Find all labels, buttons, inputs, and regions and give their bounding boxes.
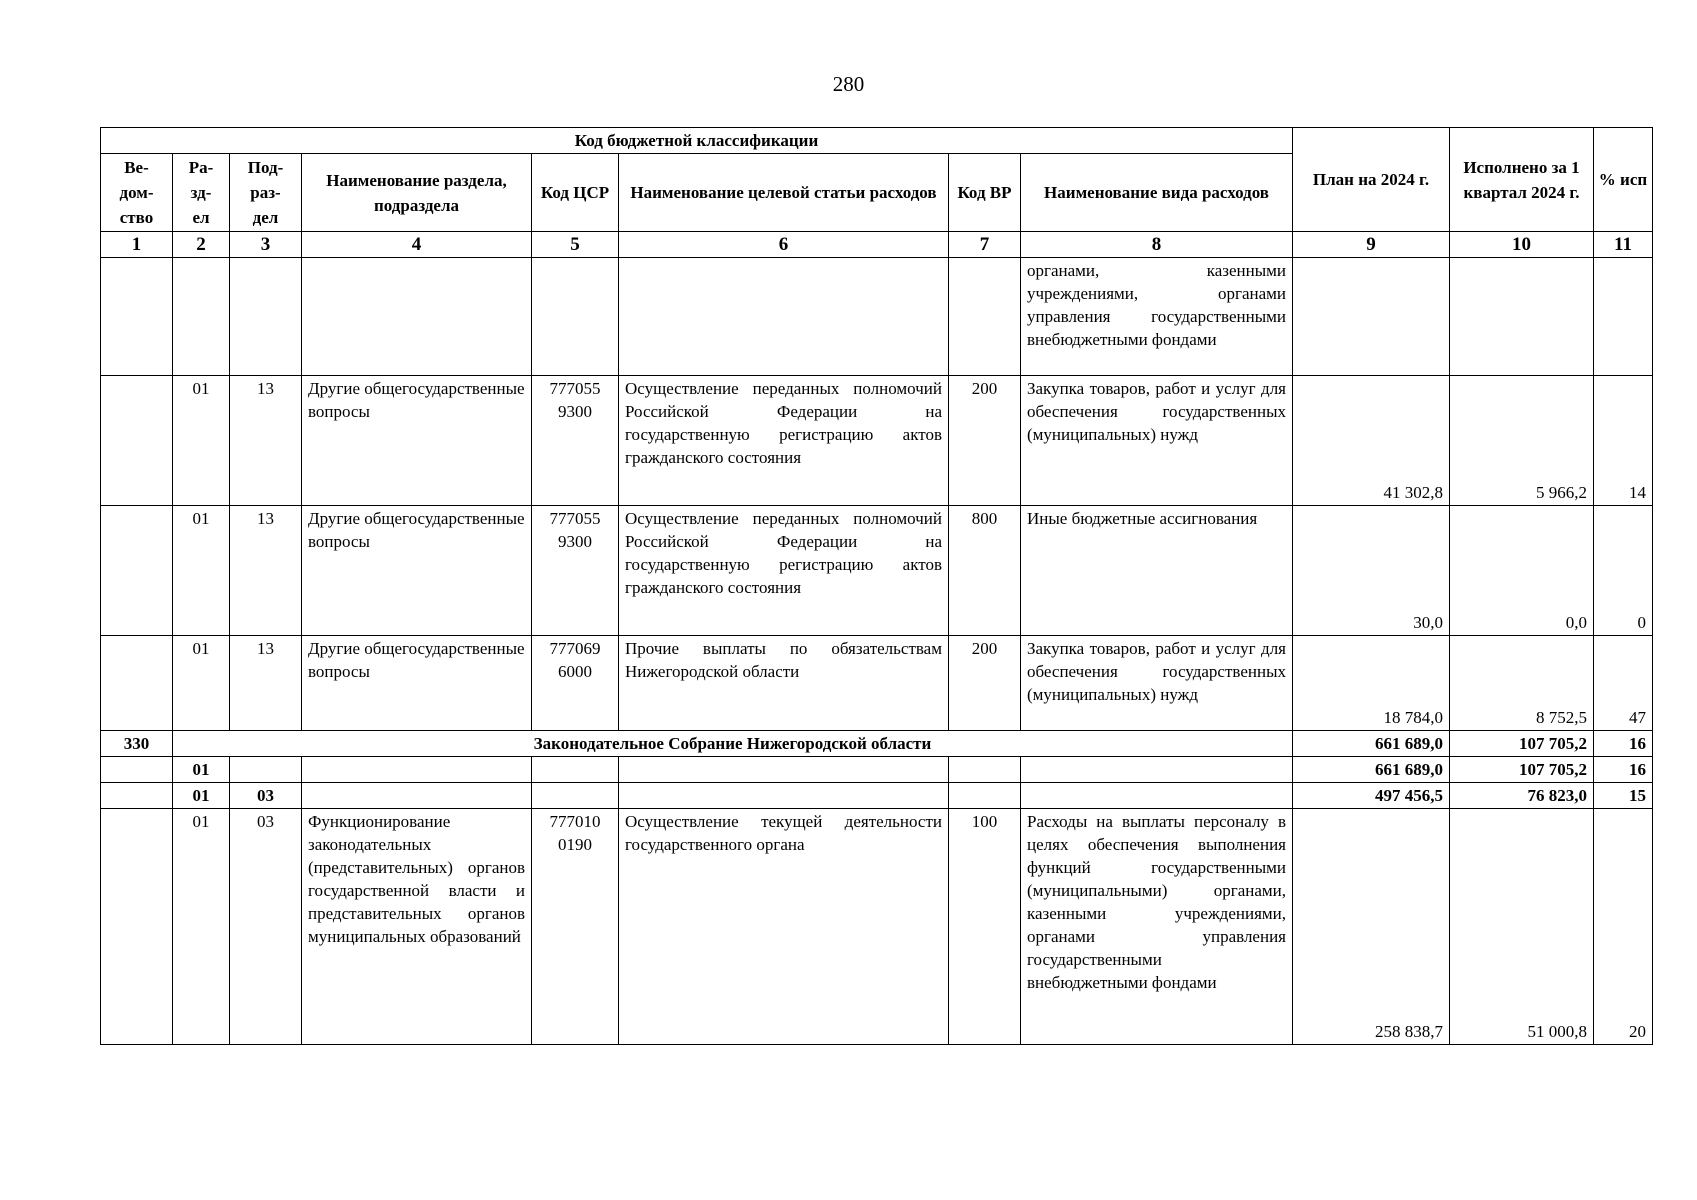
cell-plan bbox=[1293, 258, 1450, 376]
table-row bbox=[101, 258, 1653, 376]
department-title: Законодательное Собрание Нижегородской области bbox=[173, 731, 1293, 757]
cell-plan: 661 689,0 bbox=[1293, 757, 1450, 783]
cell-vr-name: органами, казенными учреждениями, органами управления государственными внебюджетными фондами bbox=[1021, 258, 1293, 376]
col-number: 9 bbox=[1293, 232, 1450, 258]
cell-vr-name: Закупка товаров, работ и услуг для обеспечения государственных (муниципальных) нужд bbox=[1021, 376, 1293, 506]
cell-vr: 100 bbox=[949, 809, 1021, 1045]
cell-ved bbox=[101, 809, 173, 1045]
cell-csr: 777055 9300 bbox=[532, 506, 619, 636]
table-header bbox=[101, 128, 1653, 258]
cell-vr-name bbox=[1021, 783, 1293, 809]
header-plan: План на 2024 г. bbox=[1293, 128, 1450, 232]
cell-ved bbox=[101, 757, 173, 783]
cell-razdel-name: Другие общегосударственные вопросы bbox=[302, 636, 532, 731]
cell-csr: 777055 9300 bbox=[532, 376, 619, 506]
cell-ispolneno: 51 000,8 bbox=[1450, 809, 1594, 1045]
cell-ved bbox=[101, 376, 173, 506]
podrazdel-total-row bbox=[101, 783, 1653, 809]
cell-csr bbox=[532, 757, 619, 783]
cell-vr-name: Иные бюджетные ассигнования bbox=[1021, 506, 1293, 636]
col-number: 8 bbox=[1021, 232, 1293, 258]
cell-pct: 47 bbox=[1594, 636, 1653, 731]
cell-vr-name: Расходы на выплаты персоналу в целях обеспечения выполнения функций государственными (муниципальными) органами, казенными учреждениями, органами управления государственными внебюджетными фондами bbox=[1021, 809, 1293, 1045]
cell-ispolneno: 107 705,2 bbox=[1450, 731, 1594, 757]
table-row bbox=[101, 636, 1653, 731]
cell-podrazdel: 03 bbox=[230, 783, 302, 809]
col-number: 4 bbox=[302, 232, 532, 258]
table-row bbox=[101, 506, 1653, 636]
cell-razdel bbox=[173, 258, 230, 376]
cell-ved: 330 bbox=[101, 731, 173, 757]
header-group-title: Код бюджетной классификации bbox=[101, 128, 1293, 154]
cell-csr: 777010 0190 bbox=[532, 809, 619, 1045]
header-csr: Код ЦСР bbox=[532, 154, 619, 232]
cell-csr-name: Осуществление текущей деятельности государственного органа bbox=[619, 809, 949, 1045]
cell-ispolneno: 5 966,2 bbox=[1450, 376, 1594, 506]
header-vr-name: Наименование вида расходов bbox=[1021, 154, 1293, 232]
cell-csr-name bbox=[619, 783, 949, 809]
cell-razdel-name bbox=[302, 258, 532, 376]
col-number: 6 bbox=[619, 232, 949, 258]
cell-ved bbox=[101, 258, 173, 376]
cell-ved bbox=[101, 783, 173, 809]
cell-ispolneno: 107 705,2 bbox=[1450, 757, 1594, 783]
header-razdel-name: Наименование раздела, подраздела bbox=[302, 154, 532, 232]
cell-pct: 20 bbox=[1594, 809, 1653, 1045]
col-number: 7 bbox=[949, 232, 1021, 258]
cell-csr-name: Осуществление переданных полномочий Российской Федерации на государственную регистрацию актов гражданского состояния bbox=[619, 376, 949, 506]
cell-vr: 800 bbox=[949, 506, 1021, 636]
cell-ispolneno bbox=[1450, 258, 1594, 376]
cell-ispolneno: 8 752,5 bbox=[1450, 636, 1594, 731]
cell-podrazdel: 13 bbox=[230, 376, 302, 506]
cell-plan: 258 838,7 bbox=[1293, 809, 1450, 1045]
header-vr: Код ВР bbox=[949, 154, 1021, 232]
cell-razdel: 01 bbox=[173, 636, 230, 731]
table-row bbox=[101, 809, 1653, 1045]
cell-ispolneno: 0,0 bbox=[1450, 506, 1594, 636]
cell-pct bbox=[1594, 258, 1653, 376]
col-number: 3 bbox=[230, 232, 302, 258]
cell-plan: 30,0 bbox=[1293, 506, 1450, 636]
cell-vr: 200 bbox=[949, 376, 1021, 506]
cell-vr-name: Закупка товаров, работ и услуг для обеспечения государственных (муниципальных) нужд bbox=[1021, 636, 1293, 731]
cell-razdel-name: Другие общегосударственные вопросы bbox=[302, 506, 532, 636]
department-row bbox=[101, 731, 1653, 757]
cell-plan: 41 302,8 bbox=[1293, 376, 1450, 506]
cell-ved bbox=[101, 636, 173, 731]
page-number: 280 bbox=[832, 72, 865, 96]
cell-csr-name bbox=[619, 757, 949, 783]
cell-ved bbox=[101, 506, 173, 636]
cell-razdel: 01 bbox=[173, 783, 230, 809]
cell-csr-name bbox=[619, 258, 949, 376]
col-number: 1 bbox=[101, 232, 173, 258]
cell-pct: 16 bbox=[1594, 731, 1653, 757]
header-vedomstvo: Ве- дом- ство bbox=[101, 154, 173, 232]
cell-podrazdel: 13 bbox=[230, 506, 302, 636]
cell-pct: 15 bbox=[1594, 783, 1653, 809]
cell-razdel-name: Функционирование законодательных (представительных) органов государственной власти и представительных органов муниципальных образований bbox=[302, 809, 532, 1045]
cell-razdel: 01 bbox=[173, 809, 230, 1045]
cell-csr-name: Прочие выплаты по обязательствам Нижегородской области bbox=[619, 636, 949, 731]
table-row bbox=[101, 376, 1653, 506]
cell-csr: 777069 6000 bbox=[532, 636, 619, 731]
cell-plan: 497 456,5 bbox=[1293, 783, 1450, 809]
cell-razdel: 01 bbox=[173, 376, 230, 506]
cell-razdel-name bbox=[302, 783, 532, 809]
header-ispolneno: Исполнено за 1 квартал 2024 г. bbox=[1450, 128, 1594, 232]
cell-podrazdel bbox=[230, 757, 302, 783]
header-pct: % исп bbox=[1594, 128, 1653, 232]
header-csr-name: Наименование целевой статьи расходов bbox=[619, 154, 949, 232]
cell-vr bbox=[949, 757, 1021, 783]
cell-vr: 200 bbox=[949, 636, 1021, 731]
cell-vr bbox=[949, 783, 1021, 809]
cell-razdel-name bbox=[302, 757, 532, 783]
cell-vr-name bbox=[1021, 757, 1293, 783]
cell-razdel-name: Другие общегосударственные вопросы bbox=[302, 376, 532, 506]
cell-razdel: 01 bbox=[173, 506, 230, 636]
col-number: 2 bbox=[173, 232, 230, 258]
cell-ispolneno: 76 823,0 bbox=[1450, 783, 1594, 809]
cell-csr-name: Осуществление переданных полномочий Российской Федерации на государственную регистрацию актов гражданского состояния bbox=[619, 506, 949, 636]
cell-razdel: 01 bbox=[173, 757, 230, 783]
header-razdel: Ра- зд- ел bbox=[173, 154, 230, 232]
cell-pct: 0 bbox=[1594, 506, 1653, 636]
col-number: 11 bbox=[1594, 232, 1653, 258]
cell-csr bbox=[532, 783, 619, 809]
cell-podrazdel: 03 bbox=[230, 809, 302, 1045]
cell-pct: 14 bbox=[1594, 376, 1653, 506]
cell-vr bbox=[949, 258, 1021, 376]
cell-pct: 16 bbox=[1594, 757, 1653, 783]
razdel-total-row bbox=[101, 757, 1653, 783]
cell-podrazdel bbox=[230, 258, 302, 376]
cell-plan: 18 784,0 bbox=[1293, 636, 1450, 731]
cell-csr bbox=[532, 258, 619, 376]
header-podrazdel: Под- раз- дел bbox=[230, 154, 302, 232]
col-number: 5 bbox=[532, 232, 619, 258]
cell-podrazdel: 13 bbox=[230, 636, 302, 731]
cell-plan: 661 689,0 bbox=[1293, 731, 1450, 757]
col-number: 10 bbox=[1450, 232, 1594, 258]
budget-table bbox=[100, 127, 1653, 1045]
